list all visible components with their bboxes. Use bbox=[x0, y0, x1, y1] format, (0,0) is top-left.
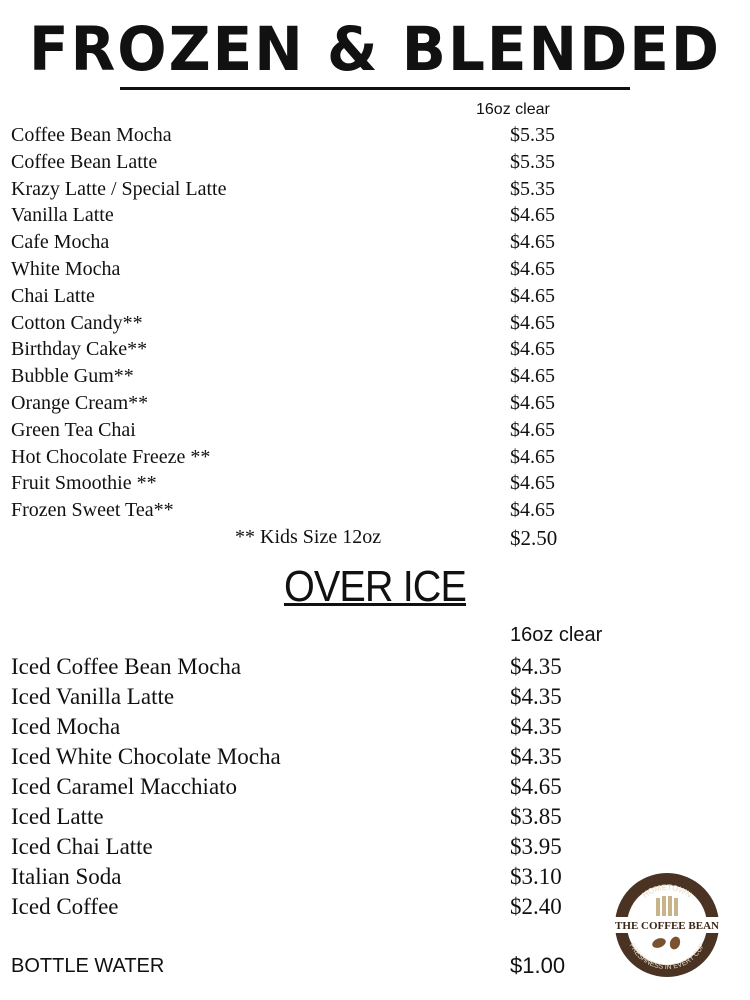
menu-item-price: $4.65 bbox=[510, 445, 555, 468]
kids-size-price: $2.50 bbox=[510, 526, 558, 550]
menu-item-name: Coffee Bean Latte bbox=[11, 150, 158, 173]
menu-item-name: Iced White Chocolate Mocha bbox=[11, 744, 281, 769]
menu-item-price: $5.35 bbox=[510, 177, 555, 200]
menu-item-name: White Mocha bbox=[11, 258, 121, 280]
logo-tagline: FRESHNESS IN EVERY CUP bbox=[627, 942, 707, 972]
menu-item-row bbox=[11, 802, 611, 832]
menu-item-price: $4.35 bbox=[510, 714, 562, 739]
bottle-water-label: BOTTLE WATER bbox=[11, 955, 165, 977]
menu-item-price: $4.65 bbox=[510, 472, 555, 495]
menu-item-name: Iced Latte bbox=[11, 804, 104, 829]
menu-item-name: Chai Latte bbox=[11, 284, 95, 307]
size-label-frozen: 16oz clear bbox=[476, 101, 550, 118]
menu-item-row bbox=[11, 202, 611, 229]
menu-item-row bbox=[11, 862, 611, 892]
menu-item-row bbox=[11, 444, 611, 471]
logo-top-text: HOMETOWN bbox=[640, 882, 694, 900]
section-title-over-ice: OVER ICE bbox=[283, 562, 467, 611]
menu-item-row bbox=[11, 283, 611, 310]
menu-item-name: Frozen Sweet Tea** bbox=[11, 499, 174, 522]
menu-item-price: $3.10 bbox=[510, 864, 562, 889]
menu-item-name: Green Tea Chai bbox=[11, 418, 136, 441]
menu-item-row bbox=[11, 652, 611, 682]
section-title-frozen: FROZEN & BLENDED bbox=[28, 13, 721, 85]
menu-item-price: $5.35 bbox=[510, 124, 555, 146]
menu-item-row bbox=[11, 122, 611, 149]
logo-name: THE COFFEE BEAN bbox=[615, 920, 719, 932]
menu-item-name: Iced Coffee bbox=[11, 894, 119, 919]
menu-item-name: Iced Caramel Macchiato bbox=[11, 774, 238, 799]
menu-item-row bbox=[11, 892, 611, 922]
menu-item-name: Fruit Smoothie ** bbox=[11, 472, 157, 495]
menu-item-price: $4.65 bbox=[510, 418, 555, 441]
menu-item-price: $3.85 bbox=[510, 804, 562, 829]
menu-item-name: Birthday Cake** bbox=[11, 338, 148, 361]
menu-item-row bbox=[11, 742, 611, 772]
menu-item-name: Iced Vanilla Latte bbox=[11, 684, 175, 709]
menu-item-row bbox=[11, 176, 611, 203]
menu-item-row bbox=[11, 256, 611, 283]
menu-item-row bbox=[11, 336, 611, 363]
menu-item-name: Coffee Bean Mocha bbox=[11, 124, 172, 146]
menu-item-row bbox=[11, 229, 611, 256]
menu-item-price: $4.65 bbox=[510, 311, 555, 334]
menu-item-row bbox=[11, 497, 611, 524]
menu-item-row bbox=[11, 417, 611, 444]
menu-item-name: Iced Chai Latte bbox=[11, 834, 153, 859]
menu-item-price: $5.35 bbox=[510, 150, 555, 173]
menu-item-price: $4.65 bbox=[510, 365, 555, 388]
menu-item-name: Krazy Latte / Special Latte bbox=[11, 177, 227, 200]
menu-item-name: Cotton Candy** bbox=[11, 311, 143, 334]
title-divider bbox=[120, 87, 630, 90]
menu-item-price: $2.40 bbox=[510, 894, 562, 919]
menu-item-row bbox=[11, 310, 611, 337]
menu-item-name: Cafe Mocha bbox=[11, 231, 110, 254]
size-label-over-ice: 16oz clear bbox=[510, 624, 603, 646]
menu-item-row bbox=[11, 712, 611, 742]
menu-item-name: Hot Chocolate Freeze ** bbox=[11, 445, 211, 468]
menu-item-name: Orange Cream** bbox=[11, 392, 149, 414]
menu-item-price: $4.65 bbox=[510, 204, 555, 227]
menu-item-name: Vanilla Latte bbox=[11, 204, 114, 227]
kids-size-note: ** Kids Size 12oz bbox=[235, 526, 382, 548]
menu-item-price: $3.95 bbox=[510, 834, 562, 859]
menu-item-price: $4.65 bbox=[510, 284, 555, 307]
bottle-water-price: $1.00 bbox=[510, 953, 566, 978]
menu-item-price: $4.65 bbox=[510, 774, 562, 799]
menu-item-name: Iced Coffee Bean Mocha bbox=[11, 654, 242, 679]
menu-item-price: $4.65 bbox=[510, 258, 555, 280]
menu-item-row bbox=[11, 390, 611, 417]
menu-item-price: $4.65 bbox=[510, 338, 555, 361]
menu-item-price: $4.65 bbox=[510, 231, 555, 254]
menu-item-name: Iced Mocha bbox=[11, 714, 121, 739]
menu-item-row bbox=[11, 363, 611, 390]
menu-item-row bbox=[11, 682, 611, 712]
menu-item-row bbox=[11, 772, 611, 802]
coffee-bean-logo bbox=[614, 872, 720, 978]
menu-item-name: Bubble Gum** bbox=[11, 365, 134, 388]
menu-item-name: Italian Soda bbox=[11, 864, 122, 889]
menu-item-row bbox=[11, 149, 611, 176]
menu-item-row bbox=[11, 832, 611, 862]
menu-item-price: $4.65 bbox=[510, 499, 555, 522]
menu-item-row bbox=[11, 470, 611, 497]
menu-item-price: $4.65 bbox=[510, 392, 555, 414]
menu-item-price: $4.35 bbox=[510, 684, 562, 709]
menu-item-price: $4.35 bbox=[510, 654, 562, 679]
menu-item-price: $4.35 bbox=[510, 744, 562, 769]
